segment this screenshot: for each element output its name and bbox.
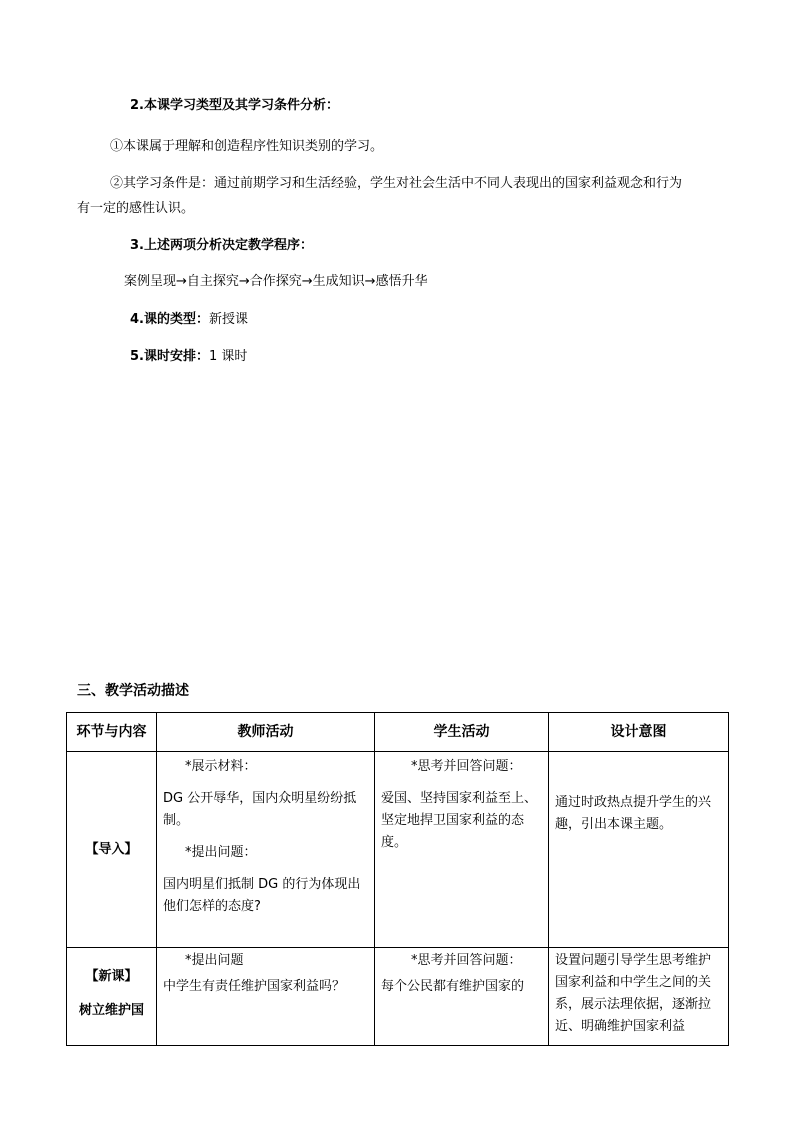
section5: [130, 345, 247, 364]
teacher-item: *展示材料：: [185, 759, 257, 774]
intent-cell: [549, 752, 729, 948]
table-row: [67, 752, 729, 948]
section5-label: 5.课时安排：: [130, 349, 209, 364]
student-item: *思考并回答问题：: [411, 759, 522, 774]
student-item: 每个公民都有维护国家的: [381, 979, 525, 994]
stage-label: 【新课】: [85, 969, 138, 984]
teacher-item: 中学生有责任维护国家利益吗？: [163, 979, 346, 994]
student-cell: [375, 752, 549, 948]
part3-heading: 三、教学活动描述: [77, 683, 189, 699]
teaching-flow: 案例呈现→自主探究→合作探究→生成知识→感悟升华: [124, 274, 428, 289]
intent-text: 通过时政热点提升学生的兴趣，引出本课主题。: [555, 795, 712, 832]
table-header-row: [67, 713, 729, 752]
section2-heading: 2.本课学习类型及其学习条件分析：: [130, 98, 339, 113]
section4: [130, 308, 248, 327]
section2-item1: ①本课属于理解和创造程序性知识类别的学习。: [110, 139, 384, 154]
student-item: *思考并回答问题：: [411, 953, 522, 968]
header-stage: 环节与内容: [67, 713, 157, 752]
teaching-activity-table: [66, 712, 729, 1046]
table-row: [67, 948, 729, 1046]
student-cell: [375, 948, 549, 1046]
stage-sub-label: 树立维护国: [78, 1003, 144, 1018]
intent-cell: [549, 948, 729, 1046]
section4-label: 4.课的类型：: [130, 312, 209, 327]
header-intent: 设计意图: [549, 713, 729, 752]
stage-cell: [67, 948, 157, 1046]
header-student: 学生活动: [375, 713, 549, 752]
teacher-item: *提出问题: [185, 953, 244, 968]
student-item: 爱国、坚持国家利益至上、坚定地捍卫国家利益的态度。: [381, 791, 538, 850]
teacher-item: DG 公开辱华，国内众明星纷纷抵制。: [163, 791, 357, 828]
section2-item2-line2: 有一定的感性认识。: [77, 201, 195, 216]
stage-cell: 【导入】: [67, 752, 157, 948]
teacher-item: *提出问题：: [185, 845, 257, 860]
teacher-item: 国内明星们抵制 DG 的行为体现出他们怎样的态度?: [163, 877, 361, 914]
section3-heading: 3.上述两项分析决定教学程序：: [130, 238, 313, 253]
section5-value: 1 课时: [208, 349, 248, 364]
header-teacher: 教师活动: [157, 713, 375, 752]
intent-text: 设置问题引导学生思考维护国家利益和中学生之间的关系，展示法理依据，逐渐拉近、明确维护国家利益: [555, 953, 712, 1034]
teacher-cell: [157, 752, 375, 948]
teacher-cell: [157, 948, 375, 1046]
section4-value: 新授课: [208, 312, 248, 327]
section2-item2-line1: ②其学习条件是：通过前期学习和生活经验，学生对社会生活中不同人表现出的国家利益观念和行为: [110, 176, 683, 191]
